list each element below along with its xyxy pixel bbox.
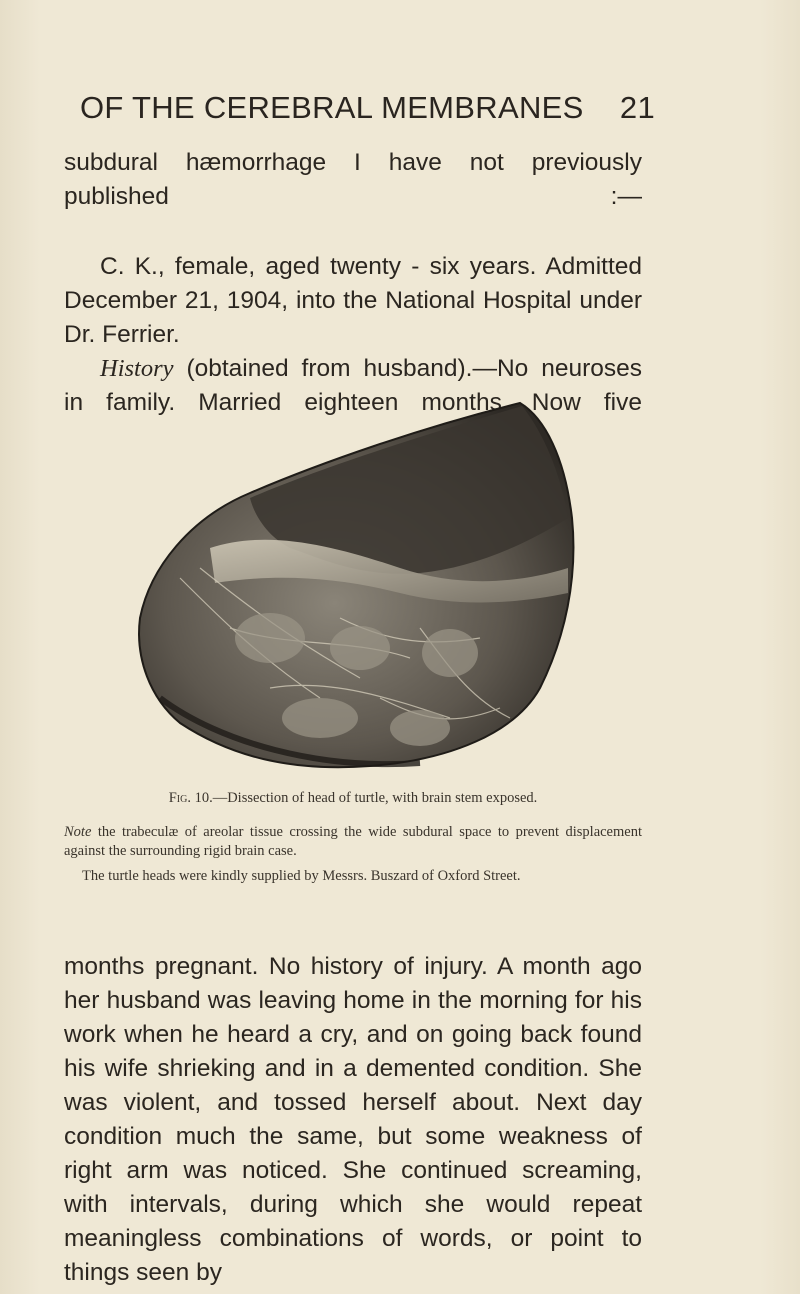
running-head	[80, 90, 655, 126]
running-head-title: OF THE CEREBRAL MEMBRANES	[80, 90, 584, 125]
turtle-head-dissection-illustration	[120, 398, 580, 778]
history-label: History	[100, 355, 174, 382]
note-text: the trabeculæ of areolar tissue crossing the wide subdural space to prevent displacement against the surrounding rigid brain case.	[64, 824, 642, 859]
figure-note	[64, 823, 642, 861]
intro-paragraph: subdural hæmorrhage I have not previously published :—	[64, 149, 642, 210]
page-number: 21	[619, 90, 655, 125]
case-intro-paragraph: C. K., female, aged twenty - six years. Admitted December 21, 1904, into the National Hospital under Dr. Ferrier.	[64, 253, 642, 348]
note-label: Note	[64, 824, 92, 840]
case-paragraphs	[64, 250, 642, 420]
figure-caption-text: —Dissection of head of turtle, with brain stem exposed.	[212, 790, 538, 806]
figure-number: 10.	[194, 790, 213, 806]
continuation-paragraph: months pregnant. No history of injury. A month ago her husband was leaving home in the morning for his work when he heard a cry, and on going back found his wife shrieking and in a demented condition. She was violent, and tossed herself about. Next day condition much the same, but some weakness of right arm was noticed. She continued screaming, with intervals, during which she would repeat meaningless combinations of words, or point to things seen by	[64, 953, 642, 1286]
history-text: (obtained from husband).—No neuroses in family. Married eighteen months. Now five	[64, 355, 642, 416]
figure-label: Fig.	[168, 790, 191, 806]
figure-caption	[64, 790, 642, 807]
figure-credit: The turtle heads were kindly supplied by Messrs. Buszard of Oxford Street.	[82, 868, 521, 884]
